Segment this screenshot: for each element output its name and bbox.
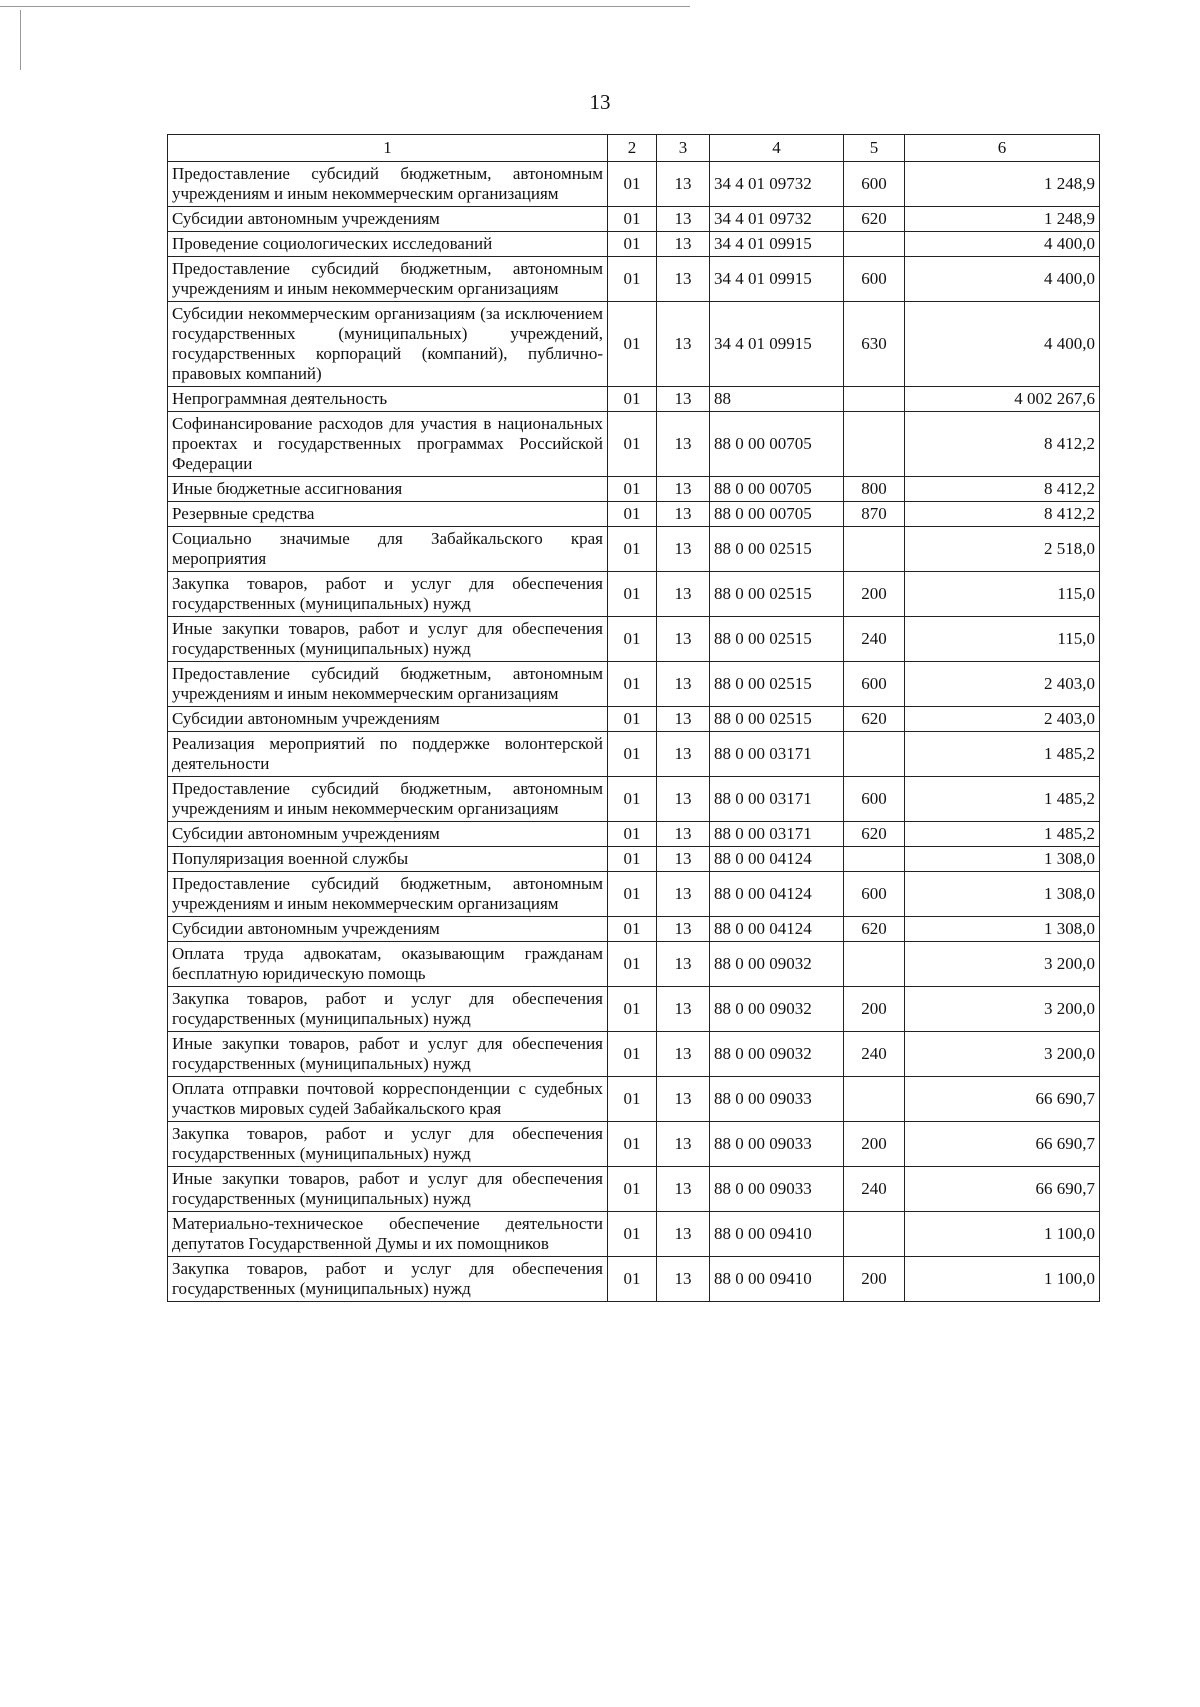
row-amount: 1 485,2 [905, 777, 1100, 822]
table-row [168, 162, 1100, 207]
row-subsection: 13 [657, 387, 710, 412]
table-row [168, 662, 1100, 707]
table-row [168, 572, 1100, 617]
row-expense-type [844, 387, 905, 412]
row-subsection: 13 [657, 162, 710, 207]
row-name: Иные бюджетные ассигнования [168, 477, 608, 502]
row-amount: 3 200,0 [905, 987, 1100, 1032]
row-subsection: 13 [657, 987, 710, 1032]
row-target-code: 88 0 00 02515 [710, 572, 844, 617]
row-expense-type: 240 [844, 1032, 905, 1077]
row-name: Субсидии автономным учреждениям [168, 917, 608, 942]
row-target-code: 88 0 00 03171 [710, 732, 844, 777]
row-target-code: 88 0 00 00705 [710, 412, 844, 477]
row-target-code: 88 0 00 09032 [710, 987, 844, 1032]
row-target-code: 88 0 00 09033 [710, 1122, 844, 1167]
row-name: Иные закупки товаров, работ и услуг для обеспечения государственных (муниципальных) нужд [168, 617, 608, 662]
row-section: 01 [608, 987, 657, 1032]
row-expense-type: 870 [844, 502, 905, 527]
row-expense-type: 620 [844, 917, 905, 942]
table-row [168, 1077, 1100, 1122]
row-name: Предоставление субсидий бюджетным, автономным учреждениям и иным некоммерческим организациям [168, 257, 608, 302]
row-amount: 2 403,0 [905, 662, 1100, 707]
row-amount: 8 412,2 [905, 412, 1100, 477]
row-subsection: 13 [657, 707, 710, 732]
row-target-code: 34 4 01 09915 [710, 257, 844, 302]
row-section: 01 [608, 777, 657, 822]
row-expense-type: 620 [844, 822, 905, 847]
row-section: 01 [608, 232, 657, 257]
table-row [168, 527, 1100, 572]
table-row [168, 412, 1100, 477]
row-expense-type: 600 [844, 872, 905, 917]
row-subsection: 13 [657, 617, 710, 662]
row-amount: 66 690,7 [905, 1077, 1100, 1122]
row-section: 01 [608, 527, 657, 572]
row-section: 01 [608, 387, 657, 412]
row-name: Материально-техническое обеспечение деятельности депутатов Государственной Думы и их помощников [168, 1212, 608, 1257]
row-name: Непрограммная деятельность [168, 387, 608, 412]
row-subsection: 13 [657, 847, 710, 872]
row-expense-type: 200 [844, 572, 905, 617]
row-subsection: 13 [657, 232, 710, 257]
row-subsection: 13 [657, 777, 710, 822]
table-row [168, 987, 1100, 1032]
budget-table [167, 134, 1100, 1302]
row-section: 01 [608, 1167, 657, 1212]
row-subsection: 13 [657, 732, 710, 777]
row-expense-type: 800 [844, 477, 905, 502]
table-row [168, 1122, 1100, 1167]
row-target-code: 88 0 00 00705 [710, 477, 844, 502]
row-name: Предоставление субсидий бюджетным, автономным учреждениям и иным некоммерческим организациям [168, 777, 608, 822]
row-subsection: 13 [657, 822, 710, 847]
row-name: Субсидии некоммерческим организациям (за исключением государственных (муниципальных) учреждений, государственных корпораций (компаний), публично-правовых компаний) [168, 302, 608, 387]
row-target-code: 88 0 00 03171 [710, 822, 844, 847]
scan-left-edge [20, 10, 21, 70]
row-expense-type: 620 [844, 707, 905, 732]
row-subsection: 13 [657, 527, 710, 572]
row-target-code: 88 0 00 04124 [710, 917, 844, 942]
row-amount: 1 248,9 [905, 207, 1100, 232]
row-target-code: 88 0 00 02515 [710, 527, 844, 572]
row-amount: 1 308,0 [905, 847, 1100, 872]
row-amount: 66 690,7 [905, 1167, 1100, 1212]
row-subsection: 13 [657, 302, 710, 387]
row-amount: 2 518,0 [905, 527, 1100, 572]
row-amount: 8 412,2 [905, 477, 1100, 502]
row-expense-type [844, 1077, 905, 1122]
table-row [168, 257, 1100, 302]
row-expense-type: 240 [844, 617, 905, 662]
row-name: Закупка товаров, работ и услуг для обеспечения государственных (муниципальных) нужд [168, 572, 608, 617]
row-section: 01 [608, 942, 657, 987]
row-subsection: 13 [657, 917, 710, 942]
row-amount: 3 200,0 [905, 942, 1100, 987]
row-name: Реализация мероприятий по поддержке волонтерской деятельности [168, 732, 608, 777]
row-name: Иные закупки товаров, работ и услуг для обеспечения государственных (муниципальных) нужд [168, 1167, 608, 1212]
row-subsection: 13 [657, 1122, 710, 1167]
row-amount: 4 400,0 [905, 232, 1100, 257]
row-expense-type: 600 [844, 257, 905, 302]
row-name: Субсидии автономным учреждениям [168, 822, 608, 847]
row-target-code: 88 0 00 02515 [710, 617, 844, 662]
row-name: Оплата труда адвокатам, оказывающим гражданам бесплатную юридическую помощь [168, 942, 608, 987]
table-row [168, 387, 1100, 412]
header-col-1: 1 [168, 135, 608, 162]
row-section: 01 [608, 162, 657, 207]
row-subsection: 13 [657, 207, 710, 232]
row-name: Закупка товаров, работ и услуг для обеспечения государственных (муниципальных) нужд [168, 1257, 608, 1302]
row-section: 01 [608, 1032, 657, 1077]
row-section: 01 [608, 1077, 657, 1122]
row-expense-type [844, 1212, 905, 1257]
row-target-code: 34 4 01 09915 [710, 302, 844, 387]
table-row [168, 707, 1100, 732]
table-row [168, 917, 1100, 942]
row-amount: 1 100,0 [905, 1212, 1100, 1257]
row-target-code: 88 0 00 09032 [710, 1032, 844, 1077]
row-section: 01 [608, 1122, 657, 1167]
row-target-code: 88 0 00 00705 [710, 502, 844, 527]
row-expense-type [844, 232, 905, 257]
row-expense-type: 600 [844, 662, 905, 707]
row-name: Популяризация военной службы [168, 847, 608, 872]
row-expense-type [844, 527, 905, 572]
row-section: 01 [608, 707, 657, 732]
row-expense-type: 620 [844, 207, 905, 232]
row-section: 01 [608, 302, 657, 387]
row-amount: 3 200,0 [905, 1032, 1100, 1077]
row-name: Предоставление субсидий бюджетным, автономным учреждениям и иным некоммерческим организациям [168, 872, 608, 917]
table-row [168, 477, 1100, 502]
row-expense-type: 200 [844, 987, 905, 1032]
table-header-row [168, 135, 1100, 162]
row-amount: 66 690,7 [905, 1122, 1100, 1167]
row-target-code: 88 0 00 09033 [710, 1167, 844, 1212]
table-row [168, 232, 1100, 257]
row-target-code: 34 4 01 09732 [710, 162, 844, 207]
table-row [168, 777, 1100, 822]
row-section: 01 [608, 257, 657, 302]
row-section: 01 [608, 207, 657, 232]
row-amount: 1 308,0 [905, 872, 1100, 917]
row-section: 01 [608, 917, 657, 942]
row-amount: 8 412,2 [905, 502, 1100, 527]
row-amount: 4 002 267,6 [905, 387, 1100, 412]
row-target-code: 88 0 00 09410 [710, 1257, 844, 1302]
row-subsection: 13 [657, 1257, 710, 1302]
table-row [168, 207, 1100, 232]
row-expense-type: 240 [844, 1167, 905, 1212]
row-subsection: 13 [657, 412, 710, 477]
row-expense-type: 600 [844, 777, 905, 822]
table-row [168, 872, 1100, 917]
row-section: 01 [608, 412, 657, 477]
row-target-code: 88 0 00 09033 [710, 1077, 844, 1122]
table-row [168, 1032, 1100, 1077]
row-section: 01 [608, 502, 657, 527]
row-target-code: 88 0 00 02515 [710, 662, 844, 707]
row-name: Предоставление субсидий бюджетным, автономным учреждениям и иным некоммерческим организациям [168, 162, 608, 207]
row-subsection: 13 [657, 502, 710, 527]
row-section: 01 [608, 477, 657, 502]
header-col-4: 4 [710, 135, 844, 162]
table-row [168, 617, 1100, 662]
row-section: 01 [608, 872, 657, 917]
row-target-code: 34 4 01 09915 [710, 232, 844, 257]
row-subsection: 13 [657, 1077, 710, 1122]
row-name: Проведение социологических исследований [168, 232, 608, 257]
row-target-code: 88 0 00 04124 [710, 847, 844, 872]
table-row [168, 1257, 1100, 1302]
page-number: 13 [589, 90, 611, 114]
row-name: Закупка товаров, работ и услуг для обеспечения государственных (муниципальных) нужд [168, 1122, 608, 1167]
scan-top-line [0, 6, 690, 7]
table-row [168, 1167, 1100, 1212]
row-name: Субсидии автономным учреждениям [168, 707, 608, 732]
row-section: 01 [608, 847, 657, 872]
row-target-code: 34 4 01 09732 [710, 207, 844, 232]
row-name: Софинансирование расходов для участия в национальных проектах и государственных программах Российской Федерации [168, 412, 608, 477]
row-amount: 115,0 [905, 617, 1100, 662]
row-section: 01 [608, 1212, 657, 1257]
header-col-6: 6 [905, 135, 1100, 162]
row-subsection: 13 [657, 257, 710, 302]
row-expense-type [844, 732, 905, 777]
row-name: Иные закупки товаров, работ и услуг для обеспечения государственных (муниципальных) нужд [168, 1032, 608, 1077]
row-amount: 1 308,0 [905, 917, 1100, 942]
row-target-code: 88 0 00 02515 [710, 707, 844, 732]
header-col-3: 3 [657, 135, 710, 162]
table-row [168, 1212, 1100, 1257]
table-row [168, 942, 1100, 987]
header-col-2: 2 [608, 135, 657, 162]
row-expense-type: 630 [844, 302, 905, 387]
row-amount: 4 400,0 [905, 257, 1100, 302]
header-col-5: 5 [844, 135, 905, 162]
row-section: 01 [608, 822, 657, 847]
row-section: 01 [608, 572, 657, 617]
row-expense-type: 200 [844, 1257, 905, 1302]
row-subsection: 13 [657, 1212, 710, 1257]
row-subsection: 13 [657, 872, 710, 917]
row-section: 01 [608, 617, 657, 662]
row-subsection: 13 [657, 477, 710, 502]
row-expense-type [844, 942, 905, 987]
row-section: 01 [608, 732, 657, 777]
table-row [168, 822, 1100, 847]
table-row [168, 502, 1100, 527]
row-expense-type: 600 [844, 162, 905, 207]
row-target-code: 88 [710, 387, 844, 412]
row-subsection: 13 [657, 662, 710, 707]
table-row [168, 302, 1100, 387]
row-target-code: 88 0 00 03171 [710, 777, 844, 822]
row-expense-type: 200 [844, 1122, 905, 1167]
row-target-code: 88 0 00 09032 [710, 942, 844, 987]
row-target-code: 88 0 00 04124 [710, 872, 844, 917]
row-name: Оплата отправки почтовой корреспонденции с судебных участков мировых судей Забайкальского края [168, 1077, 608, 1122]
row-amount: 1 100,0 [905, 1257, 1100, 1302]
row-name: Социально значимые для Забайкальского края мероприятия [168, 527, 608, 572]
row-amount: 1 248,9 [905, 162, 1100, 207]
row-subsection: 13 [657, 1167, 710, 1212]
row-amount: 115,0 [905, 572, 1100, 617]
row-amount: 1 485,2 [905, 822, 1100, 847]
row-name: Резервные средства [168, 502, 608, 527]
row-name: Субсидии автономным учреждениям [168, 207, 608, 232]
row-expense-type [844, 847, 905, 872]
row-amount: 2 403,0 [905, 707, 1100, 732]
row-name: Предоставление субсидий бюджетным, автономным учреждениям и иным некоммерческим организациям [168, 662, 608, 707]
table-row [168, 847, 1100, 872]
row-subsection: 13 [657, 942, 710, 987]
row-expense-type [844, 412, 905, 477]
row-subsection: 13 [657, 572, 710, 617]
row-amount: 4 400,0 [905, 302, 1100, 387]
row-section: 01 [608, 662, 657, 707]
row-section: 01 [608, 1257, 657, 1302]
row-name: Закупка товаров, работ и услуг для обеспечения государственных (муниципальных) нужд [168, 987, 608, 1032]
table-row [168, 732, 1100, 777]
row-amount: 1 485,2 [905, 732, 1100, 777]
row-subsection: 13 [657, 1032, 710, 1077]
row-target-code: 88 0 00 09410 [710, 1212, 844, 1257]
